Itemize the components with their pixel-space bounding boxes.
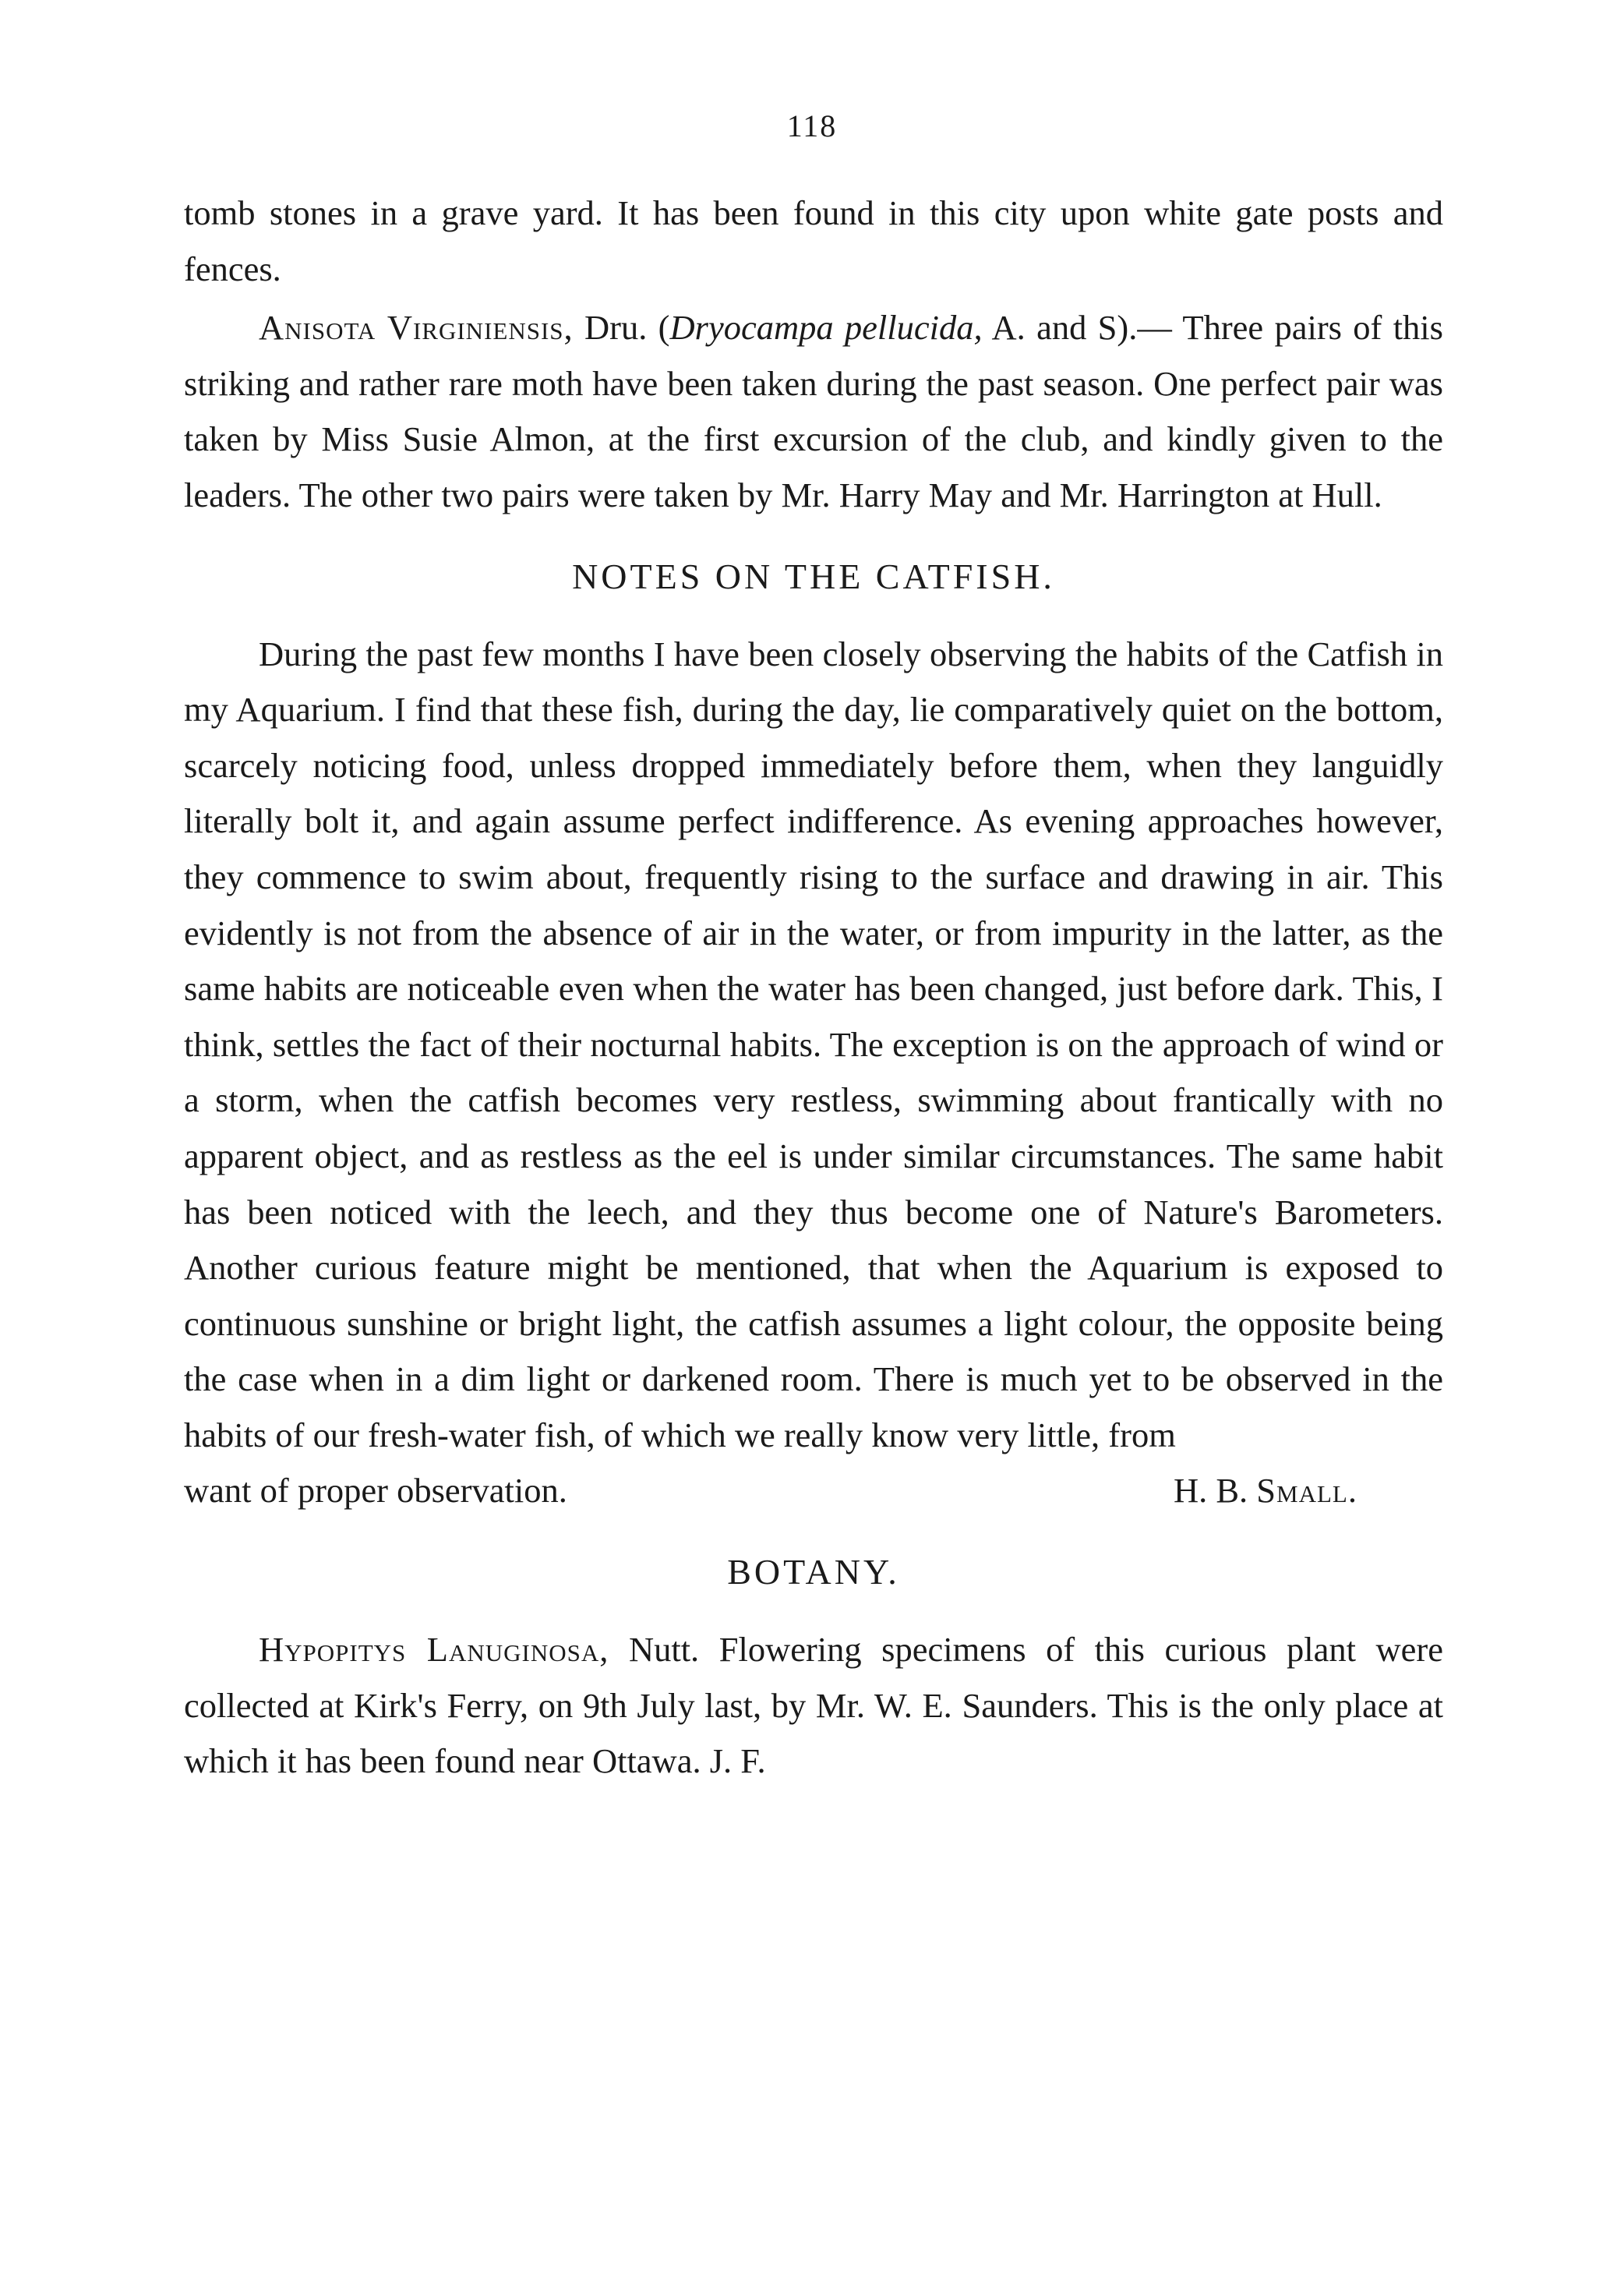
botany-paragraph: [184, 1622, 1443, 1790]
botany-species-name: Hypopitys Lanuginosa,: [259, 1630, 609, 1670]
intro-line-1: tomb stones in a grave yard. It has been found in this city upon white: [184, 193, 1222, 232]
botany-body: Nutt. Flowering specimens of this curious plant were collected at Kirk's Ferry, on 9th July last, by Mr. W. E. Saunders. This is the only place at which it has been found near Ottawa. J. F.: [184, 1630, 1443, 1781]
anisota-dash: —: [1137, 308, 1172, 348]
catfish-body: During the past few months I have been closely observing the habits of the Catfish in my Aquarium. I find that these fish, during the day, lie comparatively quiet on the bottom, scarcely noticing food, unless dropped immediately before them, when they languidly literally bolt it, and again assume perfect indifference. As evening approaches however, they commence to swim about, frequently rising to the surface and drawing in air. This evidently is not from the absence of air in the water, or from impurity in the latter, as the same habits are noticeable even when the water has been changed, just before dark. This, I think, settles the fact of their nocturnal habits. The exception is on the approach of wind or a storm, when the catfish becomes very restless, swimming about frantically with no apparent object, and as restless as the eel is under similar circumstances. The same habit has been noticed with the leech, and they thus become one of Nature's Barometers. Another curious feature might be mentioned, that when the Aquarium is exposed to continuous sunshine or bright light, the catfish assumes a light colour, the opposite being the case when in a dim light or darkened room. There is much yet to be observed in the habits of our fresh-water fish, of which we really know very little, from: [184, 634, 1443, 1454]
intro-line-2: gate posts and fences.: [184, 193, 1444, 288]
botany-heading: BOTANY.: [727, 1552, 900, 1592]
catfish-heading: NOTES ON THE CATFISH.: [572, 556, 1055, 596]
anisota-synonym-authors: A. and S).: [991, 308, 1138, 348]
anisota-author: Dru.: [584, 308, 648, 348]
catfish-paragraph: [184, 627, 1443, 1464]
signature-surname: Small.: [1256, 1471, 1357, 1511]
anisota-species-name: Anisota Virginiensis,: [259, 308, 574, 348]
catfish-last-line: want of proper observation.: [184, 1471, 567, 1511]
text-column: [184, 186, 1443, 1790]
anisota-body: Three pairs of this striking and rather rare moth have been taken during the past season. One perfect pair was taken by Miss Susie Almon, at the first excursion of the club, and kindly given to the leaders. The other two pairs were taken by Mr. Harry May and Mr. Harrington at Hull.: [184, 308, 1443, 514]
anisota-paragraph: [184, 300, 1443, 523]
page-number: 118: [786, 108, 838, 143]
anisota-synonym-species: Dryocampa pellucida,: [669, 308, 983, 348]
signature-initials: H. B.: [1173, 1471, 1248, 1511]
intro-paragraph: [184, 186, 1443, 297]
anisota-synonym-open: (: [658, 308, 670, 348]
catfish-signature-line: [184, 1463, 1443, 1519]
catfish-signature: [1174, 1463, 1443, 1519]
